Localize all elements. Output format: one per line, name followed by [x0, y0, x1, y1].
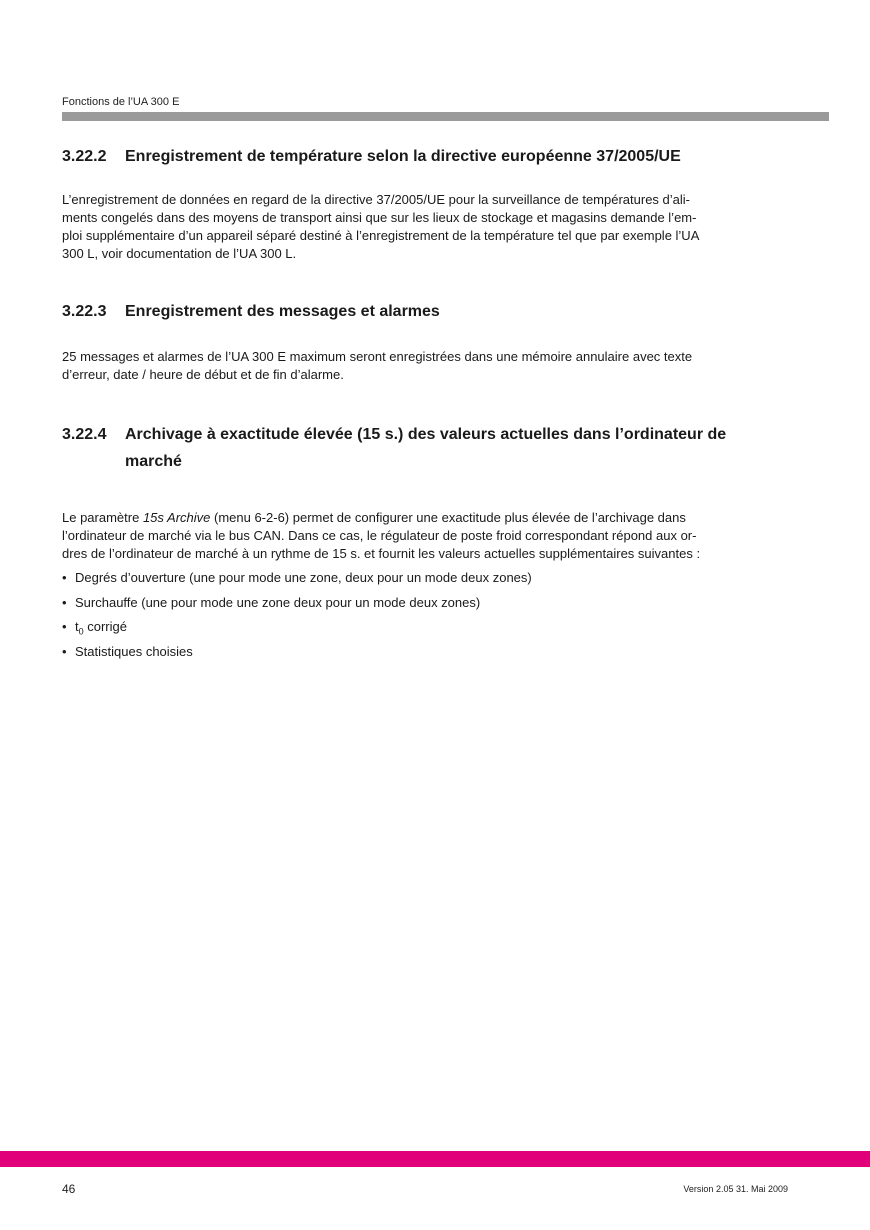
list-item — [62, 615, 782, 640]
paragraph-line — [62, 509, 782, 527]
paragraph-line: dres de l’ordinateur de marché à un rythme de 15 s. et fournit les valeurs actuelles supplémentaires suivantes : — [62, 546, 701, 561]
paragraph-intro: Le paramètre — [62, 510, 143, 525]
paragraph-line: d’erreur, date / heure de début et de fin d’alarme. — [62, 367, 344, 382]
list-item-text: Surchauffe (une pour mode une zone deux pour un mode deux zones) — [75, 594, 481, 610]
section-title-line-2: marché — [125, 453, 182, 470]
bullet-marker: • — [62, 570, 67, 585]
list-item — [62, 591, 782, 616]
list-item-text: Degrés d’ouverture (une pour mode une zone, deux pour un mode deux zones) — [75, 570, 532, 585]
paragraph-line: 25 messages et alarmes de l’UA 300 E maximum seront enregistrées dans une mémoire annulaire avec texte — [62, 349, 693, 364]
bullet-list — [62, 566, 782, 664]
page-number: 46 — [62, 1182, 76, 1196]
t0-rest: corrigé — [83, 619, 127, 634]
list-item — [62, 566, 782, 591]
bullet-marker: • — [62, 619, 67, 634]
bullet-marker: • — [62, 594, 67, 610]
paragraph-rest: (menu 6-2-6) permet de configurer une exactitude plus élevée de l’archivage dans — [210, 510, 686, 525]
section-heading-3-22-2 — [62, 143, 802, 170]
footer-accent-band — [0, 1151, 870, 1167]
section-paragraph-3-22-3 — [62, 348, 782, 384]
section-heading-3-22-3 — [62, 298, 802, 325]
bullet-marker: • — [62, 643, 67, 659]
header-rule — [62, 112, 829, 121]
section-number: 3.22.4 — [62, 426, 107, 443]
paragraph-line: ments congelés dans des moyens de transport ainsi que sur les lieux de stockage et magasins demande l’em- — [62, 210, 697, 225]
list-item-text: Statistiques choisies — [75, 643, 193, 659]
section-title-line-1: Archivage à exactitude élevée (15 s.) des valeurs actuelles dans l’ordinateur de — [125, 426, 727, 443]
paragraph-line: l’ordinateur de marché via le bus CAN. Dans ce cas, le régulateur de poste froid correspondant répond aux or- — [62, 528, 697, 543]
section-paragraph-3-22-2 — [62, 191, 782, 263]
t0-subscript: 0 — [78, 626, 84, 637]
section-title: Enregistrement des messages et alarmes — [125, 303, 440, 320]
running-header: Fonctions de l’UA 300 E — [62, 96, 180, 108]
section-number: 3.22.2 — [62, 148, 107, 165]
paragraph-line: L’enregistrement de données en regard de la directive 37/2005/UE pour la surveillance de températures d’ali- — [62, 192, 690, 207]
section-title: Enregistrement de température selon la directive européenne 37/2005/UE — [125, 148, 681, 165]
list-item — [62, 640, 782, 665]
section-paragraph-3-22-4 — [62, 509, 782, 563]
t0-base: t — [75, 619, 79, 634]
section-heading-3-22-4 — [62, 421, 802, 475]
parameter-name: 15s Archive — [142, 510, 211, 525]
version-info: Version 2.05 31. Mai 2009 — [683, 1184, 788, 1194]
paragraph-line: 300 L, voir documentation de l’UA 300 L. — [62, 246, 297, 261]
paragraph-line: ploi supplémentaire d’un appareil séparé destiné à l’enregistrement de la température tel que par exemple l’UA — [62, 228, 700, 243]
section-number: 3.22.3 — [62, 303, 107, 320]
